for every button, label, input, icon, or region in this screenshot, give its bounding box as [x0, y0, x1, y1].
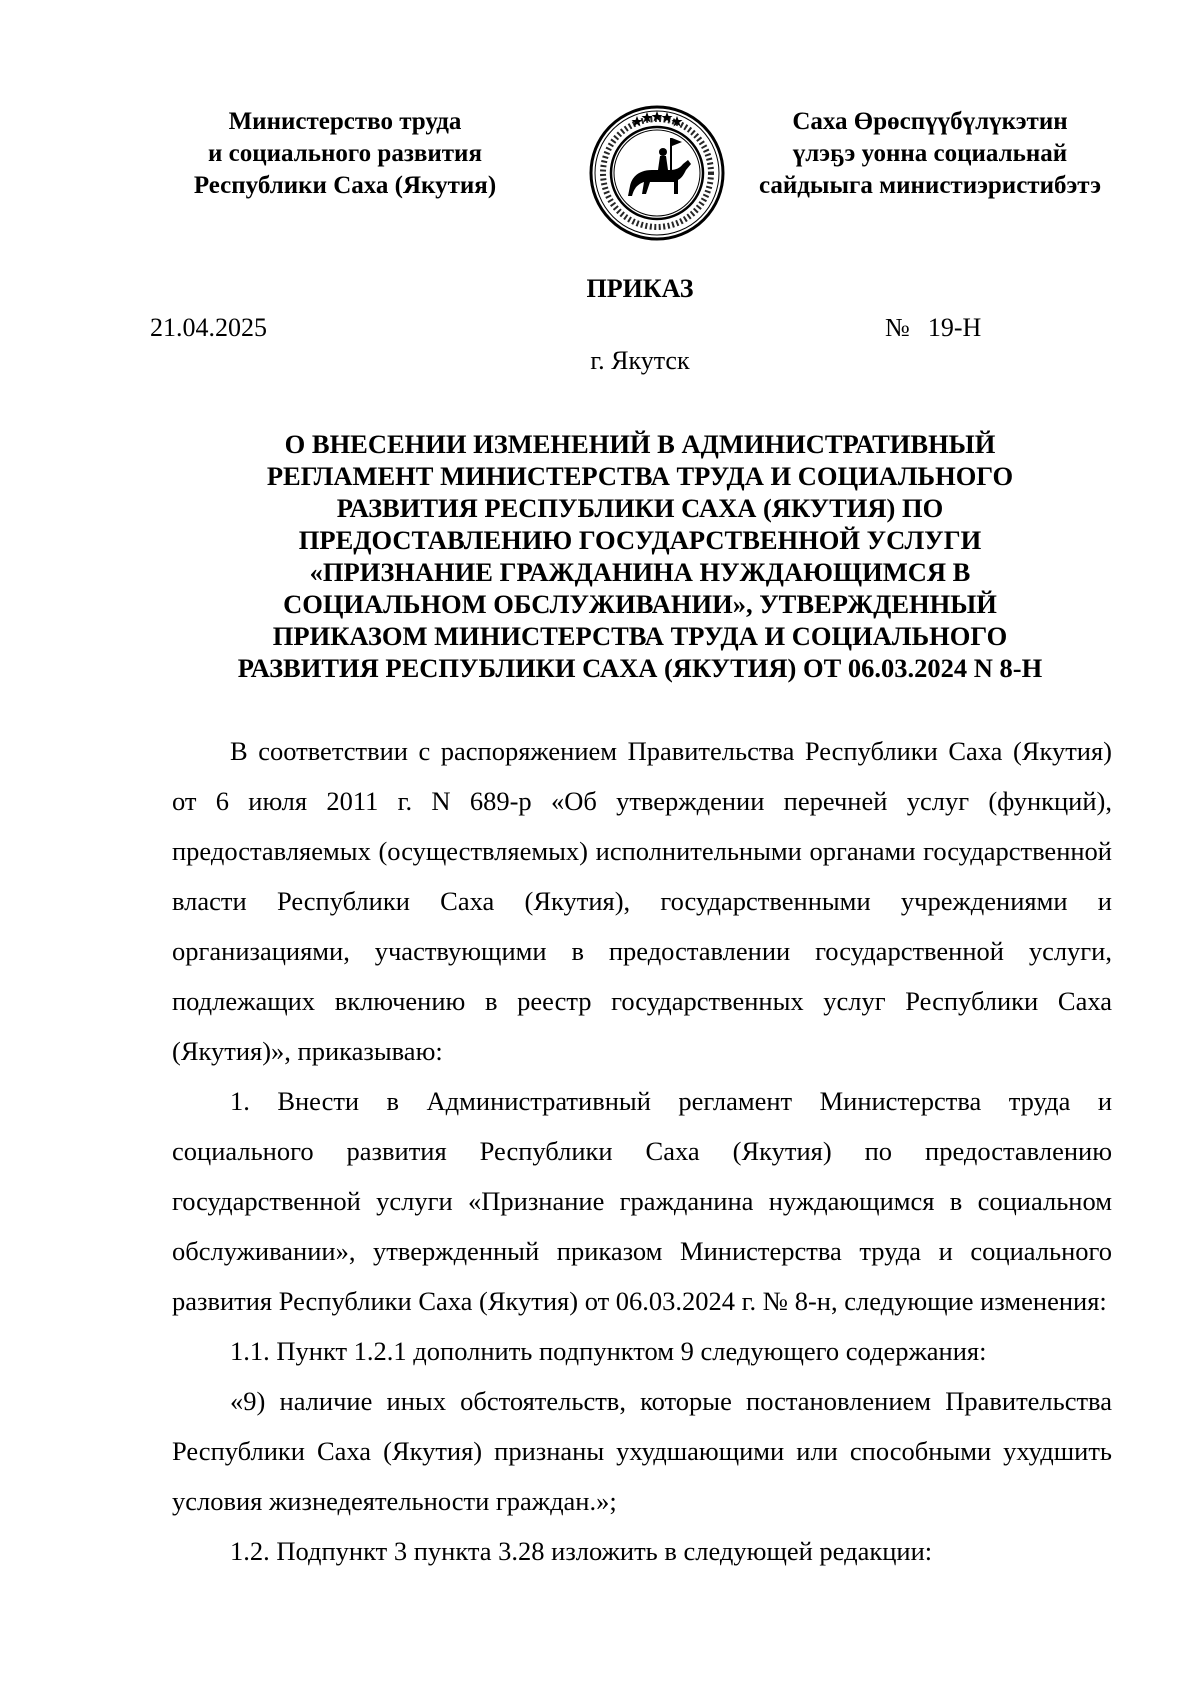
body-paragraph: 1.2. Подпункт 3 пункта 3.28 изложить в следующей редакции: — [230, 1536, 933, 1566]
document-type: ПРИКАЗ — [586, 274, 694, 303]
order-body — [172, 726, 1112, 1576]
title-line: ПРИКАЗОМ МИНИСТЕРСТВА ТРУДА И СОЦИАЛЬНОГО — [272, 621, 1008, 651]
order-number — [885, 313, 981, 343]
title-line: ПРЕДОСТАВЛЕНИЮ ГОСУДАРСТВЕННОЙ УСЛУГИ — [298, 525, 982, 555]
title-line: РЕГЛАМЕНТ МИНИСТЕРСТВА ТРУДА И СОЦИАЛЬНОГО — [266, 461, 1014, 491]
header-left-line: и социального развития — [208, 140, 482, 167]
header-right-line: үлэҕэ уонна социальнай — [792, 140, 1068, 167]
order-date: 21.04.2025 — [150, 313, 267, 342]
body-paragraph: 1. Внести в Административный регламент Министерства труда и социального развития Республики Саха (Якутия) по предоставлению государственной услуги «Признание гражданина нуждающимся в социальном обслуживании», утвержденный приказом Министерства труда и социального развития Республики Саха (Якутия) от 06.03.2024 г. № 8-н, следующие изменения: — [172, 1086, 1112, 1316]
title-line: СОЦИАЛЬНОМ ОБСЛУЖИВАНИИ», УТВЕРЖДЕННЫЙ — [283, 589, 997, 619]
header-right-line: Саха Өрөспүүбүлүкэтин — [792, 108, 1068, 135]
body-paragraph: 1.1. Пункт 1.2.1 дополнить подпунктом 9 следующего содержания: — [230, 1336, 987, 1366]
body-paragraph: В соответствии с распоряжением Правительства Республики Саха (Якутия) от 6 июля 2011 г. N 689-р «Об утверждении перечней услуг (функций), предоставляемых (осуществляемых) исполнительными органами государственной власти Республики Саха (Якутия), государственными учреждениями и организациями, участвующими в предоставлении государственной услуги, подлежащих включению в реестр государственных услуг Республики Саха (Якутия)», приказываю: — [172, 736, 1112, 1066]
title-line: РАЗВИТИЯ РЕСПУБЛИКИ САХА (ЯКУТИЯ) ОТ 06.03.2024 N 8-Н — [237, 653, 1043, 683]
body-paragraph: «9) наличие иных обстоятельств, которые постановлением Правительства Республики Саха (Якутия) признаны ухудшающими или способными ухудшить условия жизнедеятельности граждан.»; — [172, 1386, 1112, 1516]
header-right-line: сайдыыга министиэристибэтэ — [758, 172, 1102, 199]
order-title — [170, 428, 1110, 684]
sakha-republic-emblem-icon — [582, 98, 732, 248]
header-left-line: Республики Саха (Якутия) — [193, 172, 497, 199]
number-value: 19-Н — [927, 313, 982, 342]
title-line: О ВНЕСЕНИИ ИЗМЕНЕНИЙ В АДМИНИСТРАТИВНЫЙ — [284, 429, 996, 459]
title-line: «ПРИЗНАНИЕ ГРАЖДАНИНА НУЖДАЮЩИМСЯ В — [309, 557, 971, 587]
header-left-line: Министерство труда — [228, 108, 462, 135]
number-sign: № — [885, 313, 910, 342]
title-line: РАЗВИТИЯ РЕСПУБЛИКИ САХА (ЯКУТИЯ) ПО — [336, 493, 944, 523]
order-city: г. Якутск — [590, 346, 690, 375]
ministry-name-russian — [150, 106, 540, 202]
ministry-name-sakha — [720, 106, 1140, 202]
